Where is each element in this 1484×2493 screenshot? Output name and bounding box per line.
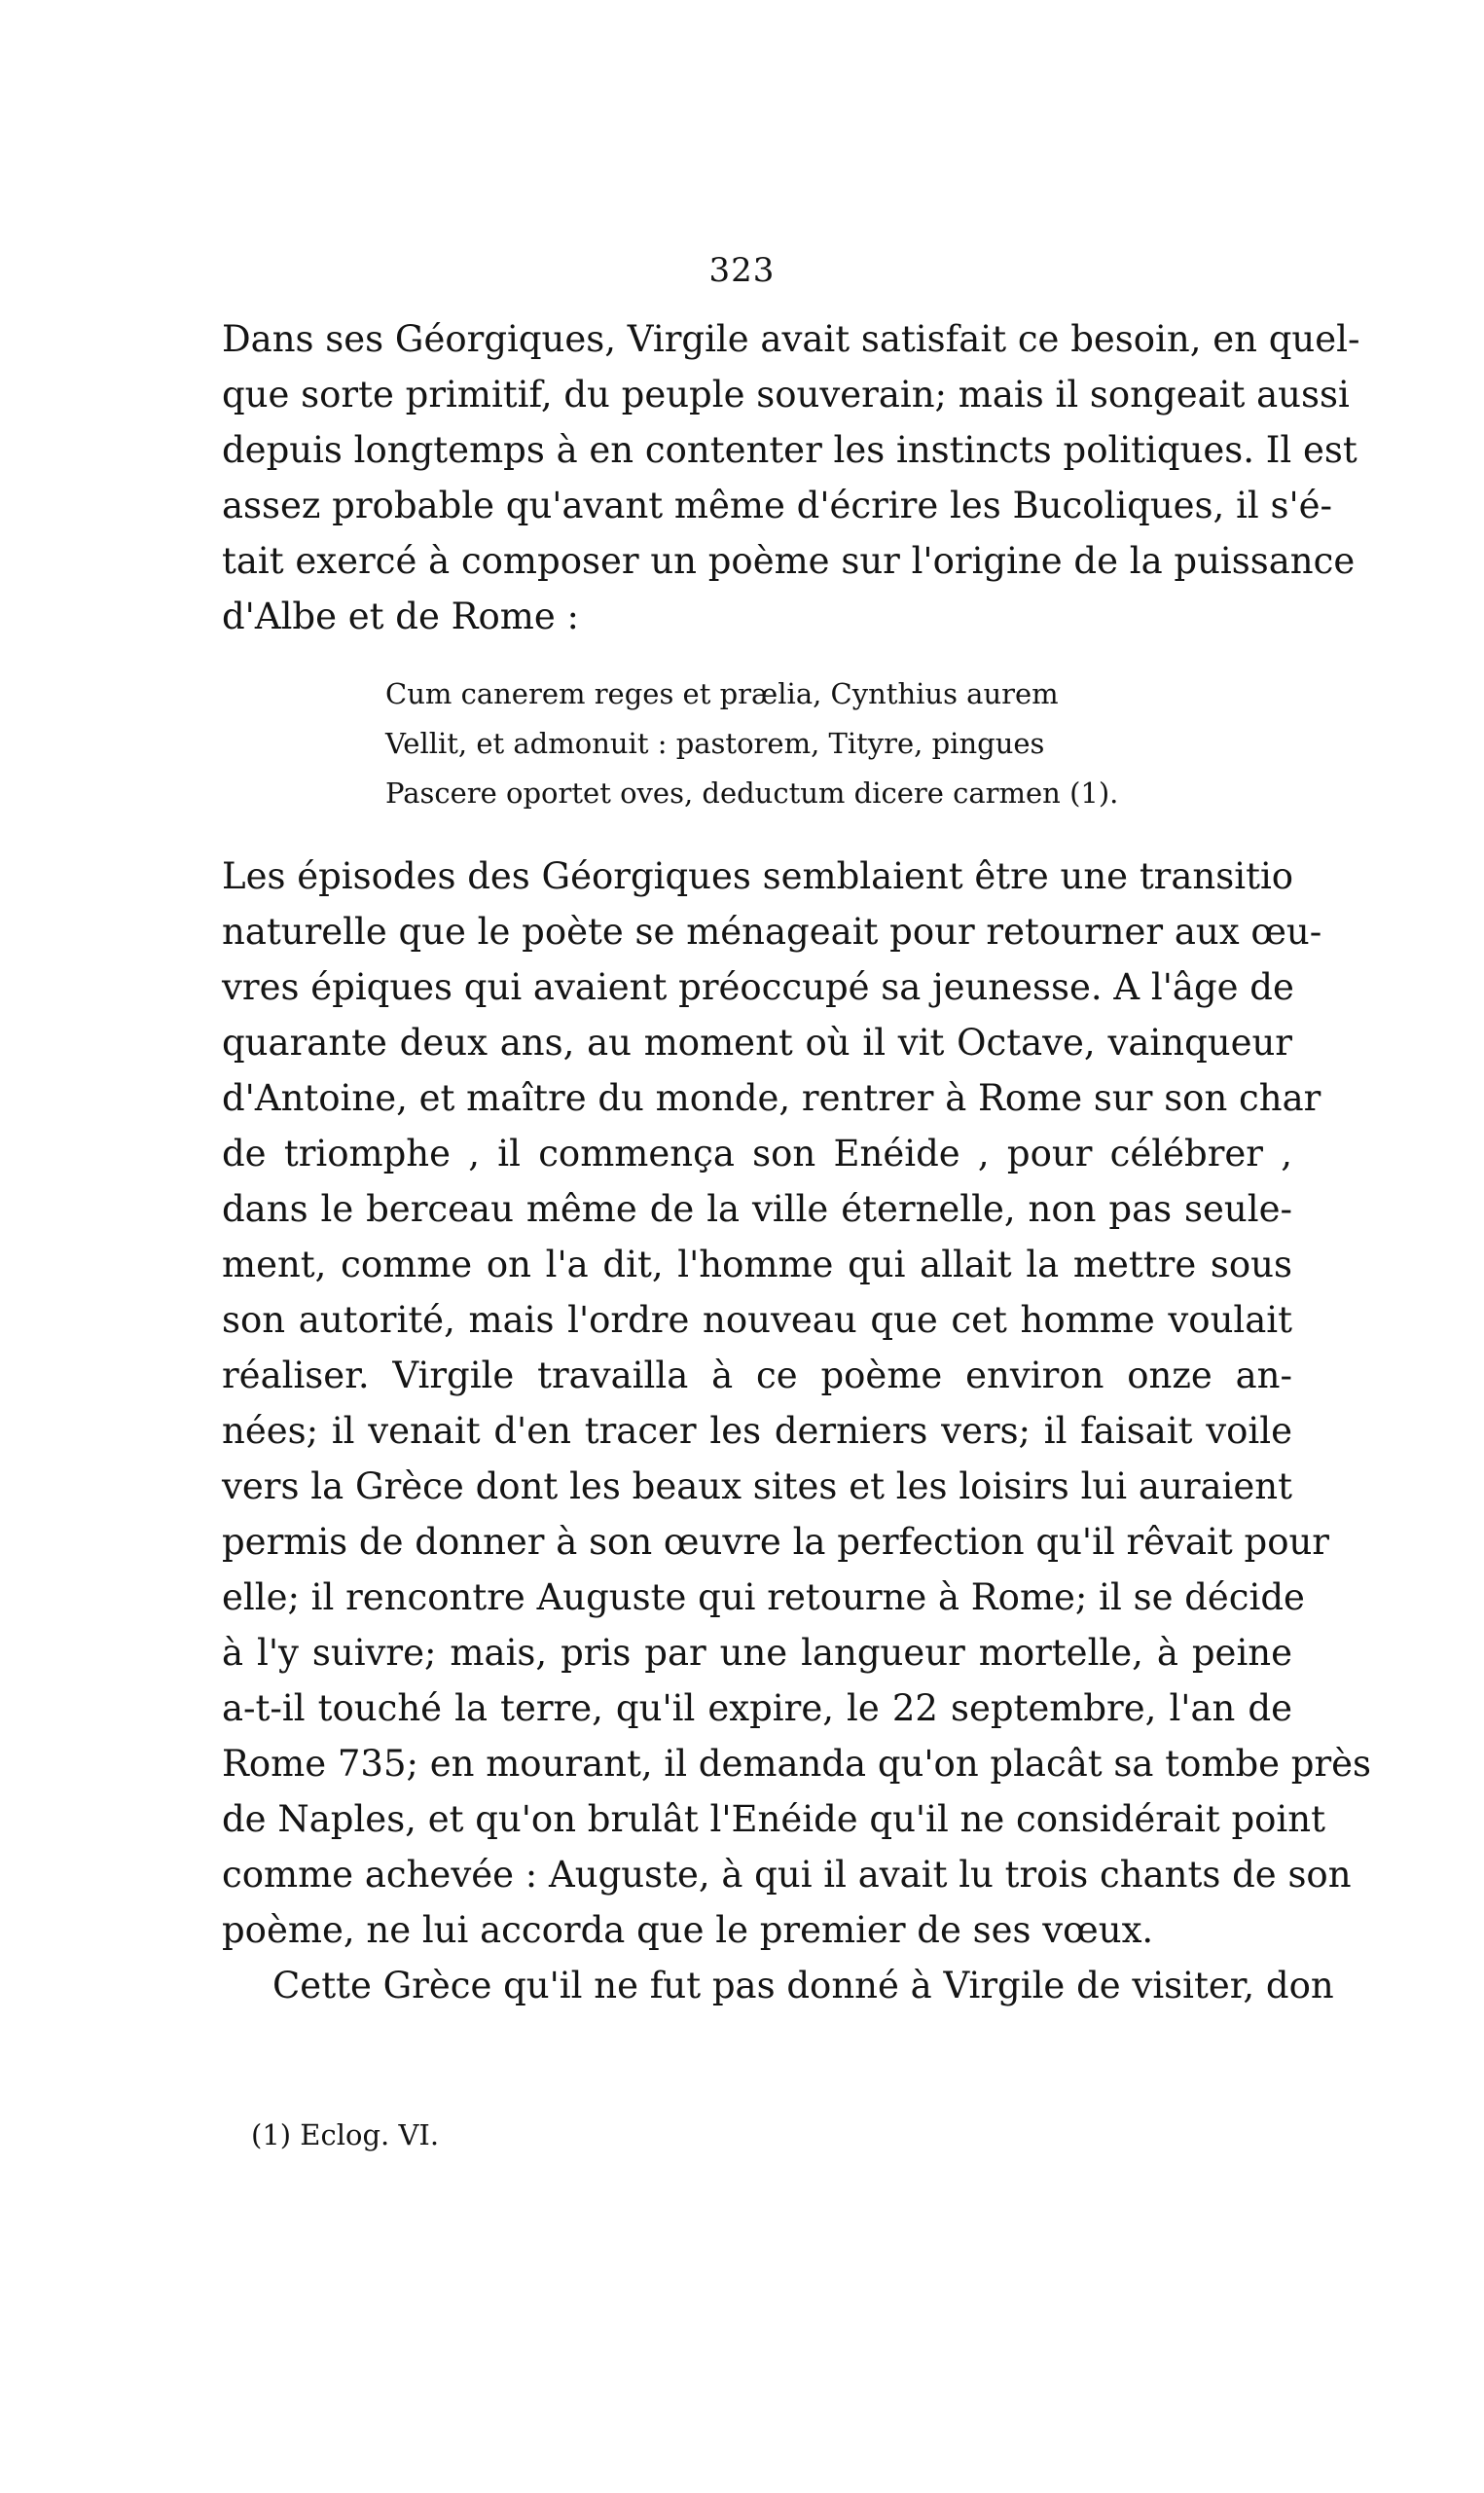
text-line: naturelle que le poète se ménageait pour retourner aux œu- xyxy=(222,911,1322,953)
text-line: à l'y suivre; mais, pris par une langueur mortelle, à peine xyxy=(222,1632,1292,1674)
text-line: d'Albe et de Rome : xyxy=(222,596,579,637)
text-line: que sorte primitif, du peuple souverain; mais il songeait aussi xyxy=(222,374,1350,416)
text-line: son autorité, mais l'ordre nouveau que cet homme voulait xyxy=(222,1299,1292,1341)
text-line: vers la Grèce dont les beaux sites et les loisirs lui auraient xyxy=(222,1465,1292,1507)
text-line-paragraph-start: Cette Grèce qu'il ne fut pas donné à Virgile de visiter, don xyxy=(272,1965,1334,2006)
text-line: poème, ne lui accorda que le premier de ses vœux. xyxy=(222,1909,1154,1951)
verse-line: Vellit, et admonuit : pastorem, Tityre, pingues xyxy=(385,727,1045,760)
text-line: vres épiques qui avaient préoccupé sa jeunesse. A l'âge de xyxy=(222,966,1294,1008)
footnote: (1) Eclog. VI. xyxy=(251,2118,440,2151)
text-line: ment, comme on l'a dit, l'homme qui allait la mettre sous xyxy=(222,1244,1292,1285)
text-line: nées; il venait d'en tracer les derniers vers; il faisait voile xyxy=(222,1410,1292,1452)
latin-verse-quote xyxy=(385,669,1118,818)
text-line: permis de donner à son œuvre la perfection qu'il rêvait pour xyxy=(222,1521,1329,1563)
text-line: elle; il rencontre Auguste qui retourne à Rome; il se décide xyxy=(222,1576,1305,1618)
page-number: 323 xyxy=(708,251,776,290)
text-line: de triomphe , il commença son Enéide , pour célébrer , xyxy=(222,1133,1292,1174)
text-line: dans le berceau même de la ville éternelle, non pas seule- xyxy=(222,1188,1292,1230)
text-line: de Naples, et qu'on brulât l'Enéide qu'il ne considérait point xyxy=(222,1798,1325,1840)
verse-line: Cum canerem reges et prælia, Cynthius aurem xyxy=(385,677,1059,710)
paragraph-intro xyxy=(222,311,1360,644)
text-line: Rome 735; en mourant, il demanda qu'on placât sa tombe près xyxy=(222,1743,1372,1785)
text-line: Dans ses Géorgiques, Virgile avait satisfait ce besoin, en quel- xyxy=(222,318,1360,360)
text-line: réaliser. Virgile travailla à ce poème environ onze an- xyxy=(222,1355,1292,1396)
verse-line: Pascere oportet oves, deductum dicere carmen (1). xyxy=(385,777,1119,810)
text-line: tait exercé à composer un poème sur l'origine de la puissance xyxy=(222,540,1356,582)
text-line: depuis longtemps à en contenter les instincts politiques. Il est xyxy=(222,429,1357,471)
text-line: d'Antoine, et maître du monde, rentrer à Rome sur son char xyxy=(222,1077,1321,1119)
text-line: Les épisodes des Géorgiques semblaient être une transitio xyxy=(222,855,1294,897)
text-line: comme achevée : Auguste, à qui il avait lu trois chants de son xyxy=(222,1854,1352,1896)
paragraph-main xyxy=(222,849,1372,2013)
text-line: assez probable qu'avant même d'écrire les Bucoliques, il s'é- xyxy=(222,485,1333,526)
text-line: a-t-il touché la terre, qu'il expire, le 22 septembre, l'an de xyxy=(222,1687,1292,1729)
text-line: quarante deux ans, au moment où il vit Octave, vainqueur xyxy=(222,1022,1292,1064)
